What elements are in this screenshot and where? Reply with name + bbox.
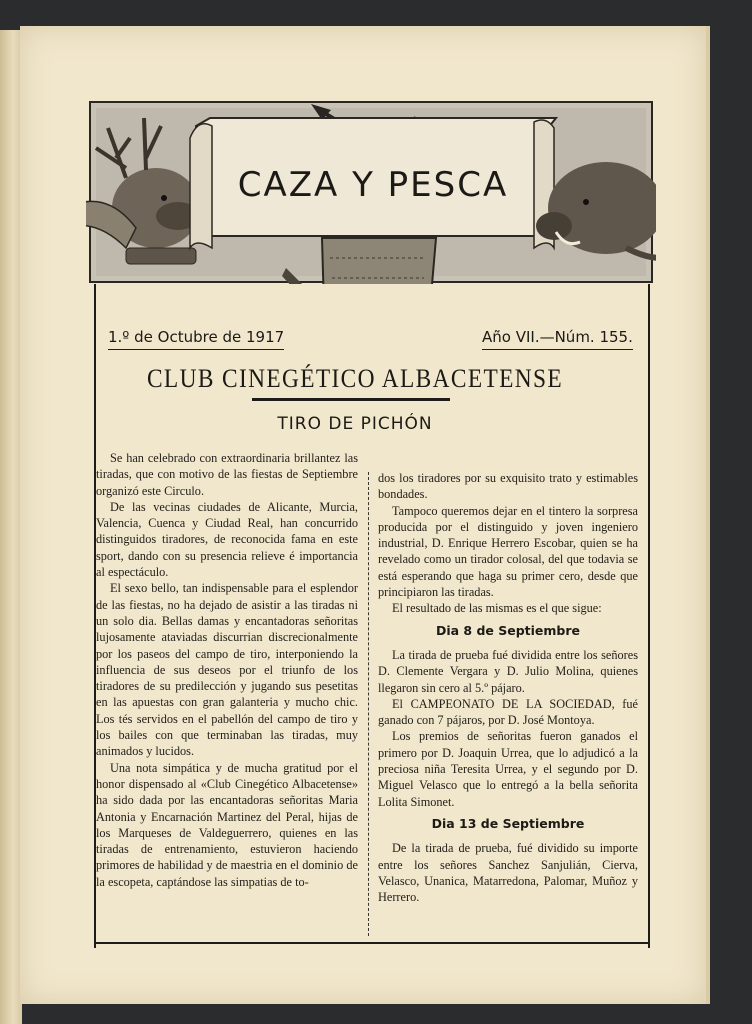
masthead-title-plate <box>204 144 542 226</box>
frame-right-rule <box>648 284 650 948</box>
section-heading-day-13: Dia 13 de Septiembre <box>431 815 585 831</box>
paragraph: El resultado de las mismas es el que sigue: <box>392 601 602 616</box>
paragraph: La tirada de prueba fué dividida entre los señores D. Clemente Vergara y D. Julio Molina, quienes llegaron sin cero al 5.º pájaro. <box>378 647 638 695</box>
paragraph: dos los tiradores por su exquisito trato y estimables bondades. <box>378 471 638 502</box>
column-separator <box>368 472 369 936</box>
book-spine-edge <box>0 30 22 1024</box>
article-column-left <box>96 450 358 890</box>
article-subtitle: TIRO DE PICHÓN <box>277 414 433 434</box>
paragraph: Una nota simpática y de mucha gratitud por el honor dispensado al «Club Cinegético Albacetense» ha sido dada por las encantadoras señoritas Maria Antonia y Encarnación Martinez del Peral, hijas de los Marqueses de Valdeguerrero, quienes en las tiradas de entrenamiento, estuvieron haciendo primores de habilidad y de maestria en el dominio de la escopeta, captándose las simpatias de to- <box>96 760 358 889</box>
article-column-right <box>378 470 638 905</box>
masthead-illustration <box>86 98 656 284</box>
article-title: CLUB CINEGÉTICO ALBACETENSE <box>146 364 564 393</box>
title-underline <box>252 398 450 401</box>
frame-bottom-rule <box>94 942 650 944</box>
paragraph: De la tirada de prueba, fué dividido su importe entre los señores Sanchez Sanjulián, Cierva, Velasco, Unanica, Matarredona, Palomar, Muñoz y Herrero. <box>378 841 638 905</box>
issue-date: 1.º de Octubre de 1917 <box>108 328 284 350</box>
paragraph: Los premios de señoritas fueron ganados el primero por D. Joaquin Urrea, que lo adjudicó a la preciosa niña Teresita Urrea, y el segundo por D. Miguel Velasco que lo entregó a la bella señorita Lolita Simonet. <box>378 729 638 809</box>
paragraph: De las vecinas ciudades de Alicante, Murcia, Valencia, Cuenca y Ciudad Real, han concurrido distinguidos tiradores, de reconocida fama en este sport, dando con su presencia relieve é importancia al espectáculo. <box>96 499 358 580</box>
issue-number: Año VII.—Núm. 155. <box>482 328 633 350</box>
masthead-title: CAZA Y PESCA <box>237 165 509 205</box>
paragraph: Se han celebrado con extraordinaria brillantez las tiradas, que con motivo de las fiestas de Septiembre organizó este Circulo. <box>96 451 358 498</box>
game-bag-icon <box>322 238 436 284</box>
paragraph: El sexo bello, tan indispensable para el esplendor de las fiestas, no ha dejado de asistir a las tiradas ni un solo dia. Bellas damas y encantadoras señoritas lujosamente ataviadas discurrian discrecionalmente por los paseos del campo de tiro, interponiendo la influencia de sus deseos por el triunfo de los tiradores de su predilección y jugando sus pesetitas en las apuestas con gran galanteria y mucho chic. Los tés servidos en el pabellón del campo de tiro y los bailes con que terminaban las tiradas, muy animados y lucidos. <box>96 581 358 759</box>
paragraph: El CAMPEONATO DE LA SOCIEDAD, fué ganado con 7 pájaros, por D. José Montoya. <box>378 696 638 728</box>
paragraph: Tampoco queremos dejar en el tintero la sorpresa producida por el distinguido y joven ingeniero industrial, D. Enrique Herrero Escobar, quien se ha revelado como un tirador colosal, del que todavia se está esperando que haga su primer cero, desde que principiaron las tiradas. <box>378 503 638 600</box>
section-heading-day-8: Dia 8 de Septiembre <box>435 622 581 638</box>
